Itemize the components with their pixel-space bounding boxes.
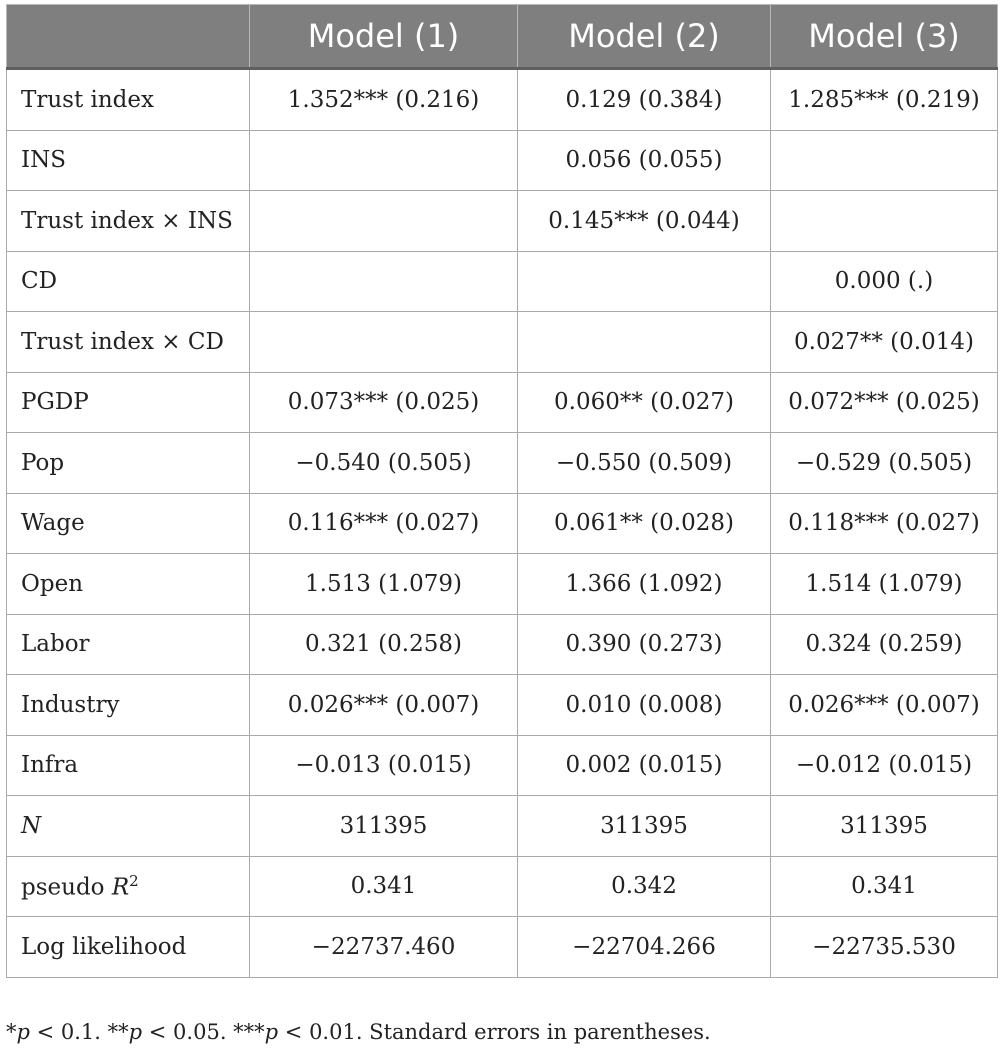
row-value-model-1: 0.073*** (0.025) xyxy=(250,372,518,433)
table-row xyxy=(7,191,998,252)
table-row xyxy=(7,614,998,675)
row-value-model-1: 0.026*** (0.007) xyxy=(250,675,518,736)
row-value-model-1: −0.013 (0.015) xyxy=(250,735,518,796)
table-row xyxy=(7,372,998,433)
row-value-model-2: 0.390 (0.273) xyxy=(518,614,771,675)
row-value-model-2: −0.550 (0.509) xyxy=(518,433,771,494)
row-value-model-3: −0.012 (0.015) xyxy=(771,735,998,796)
row-label: CD xyxy=(7,251,250,312)
row-label: Trust index × CD xyxy=(7,312,250,373)
row-value-model-1 xyxy=(250,130,518,191)
row-value-model-1: −0.540 (0.505) xyxy=(250,433,518,494)
row-value-model-2: 0.010 (0.008) xyxy=(518,675,771,736)
row-value-model-2: 0.342 xyxy=(518,856,771,917)
table-row xyxy=(7,735,998,796)
row-value-model-2: 0.061** (0.028) xyxy=(518,493,771,554)
row-value-model-3: −0.529 (0.505) xyxy=(771,433,998,494)
row-value-model-1 xyxy=(250,312,518,373)
row-value-model-2: 1.366 (1.092) xyxy=(518,554,771,615)
row-label: Log likelihood xyxy=(7,917,250,978)
table-row xyxy=(7,312,998,373)
row-value-model-3: 0.027** (0.014) xyxy=(771,312,998,373)
header-cell-variable xyxy=(7,5,250,69)
row-value-model-1: 311395 xyxy=(250,796,518,857)
table-row xyxy=(7,856,998,917)
row-value-model-2: 0.002 (0.015) xyxy=(518,735,771,796)
row-value-model-3: 0.000 (.) xyxy=(771,251,998,312)
row-value-model-1: 0.116*** (0.027) xyxy=(250,493,518,554)
table-row xyxy=(7,917,998,978)
row-label: Wage xyxy=(7,493,250,554)
regression-table xyxy=(6,4,998,978)
row-label: Trust index × INS xyxy=(7,191,250,252)
row-value-model-1: 0.321 (0.258) xyxy=(250,614,518,675)
row-label: PGDP xyxy=(7,372,250,433)
row-value-model-2: 0.145*** (0.044) xyxy=(518,191,771,252)
row-value-model-2: 311395 xyxy=(518,796,771,857)
row-value-model-1 xyxy=(250,191,518,252)
header-row xyxy=(7,5,998,69)
table-footnote: *p < 0.1. **p < 0.05. ***p < 0.01. Standard errors in parentheses. xyxy=(6,1020,711,1044)
row-label: Labor xyxy=(7,614,250,675)
table-row xyxy=(7,796,998,857)
row-value-model-2: 0.056 (0.055) xyxy=(518,130,771,191)
row-value-model-1 xyxy=(250,251,518,312)
header-cell-model-1: Model (1) xyxy=(250,5,518,69)
row-value-model-3: 1.514 (1.079) xyxy=(771,554,998,615)
table-row xyxy=(7,251,998,312)
row-value-model-3: 0.118*** (0.027) xyxy=(771,493,998,554)
table-row xyxy=(7,130,998,191)
row-label: pseudo $R^2$ xyxy=(7,856,250,917)
row-label: N xyxy=(7,796,250,857)
row-label: Trust index xyxy=(7,69,250,131)
table-row xyxy=(7,675,998,736)
row-value-model-3: 1.285*** (0.219) xyxy=(771,69,998,131)
regression-table-container xyxy=(6,4,997,978)
row-label: INS xyxy=(7,130,250,191)
row-value-model-1: 1.513 (1.079) xyxy=(250,554,518,615)
row-value-model-2: −22704.266 xyxy=(518,917,771,978)
row-value-model-3: 0.324 (0.259) xyxy=(771,614,998,675)
table-row xyxy=(7,554,998,615)
row-value-model-3 xyxy=(771,130,998,191)
row-value-model-2: 0.060** (0.027) xyxy=(518,372,771,433)
row-value-model-3: 0.072*** (0.025) xyxy=(771,372,998,433)
header-cell-model-2: Model (2) xyxy=(518,5,771,69)
row-label: Open xyxy=(7,554,250,615)
row-value-model-3: 311395 xyxy=(771,796,998,857)
row-value-model-2 xyxy=(518,251,771,312)
row-value-model-3: 0.026*** (0.007) xyxy=(771,675,998,736)
row-value-model-1: −22737.460 xyxy=(250,917,518,978)
row-value-model-3: 0.341 xyxy=(771,856,998,917)
header-cell-model-3: Model (3) xyxy=(771,5,998,69)
row-label: Infra xyxy=(7,735,250,796)
table-row xyxy=(7,493,998,554)
row-value-model-1: 1.352*** (0.216) xyxy=(250,69,518,131)
row-value-model-2: 0.129 (0.384) xyxy=(518,69,771,131)
row-value-model-1: 0.341 xyxy=(250,856,518,917)
table-row xyxy=(7,69,998,131)
row-value-model-3 xyxy=(771,191,998,252)
row-label: Industry xyxy=(7,675,250,736)
table-body xyxy=(7,69,998,978)
row-value-model-2 xyxy=(518,312,771,373)
row-label: Pop xyxy=(7,433,250,494)
row-value-model-3: −22735.530 xyxy=(771,917,998,978)
table-row xyxy=(7,433,998,494)
